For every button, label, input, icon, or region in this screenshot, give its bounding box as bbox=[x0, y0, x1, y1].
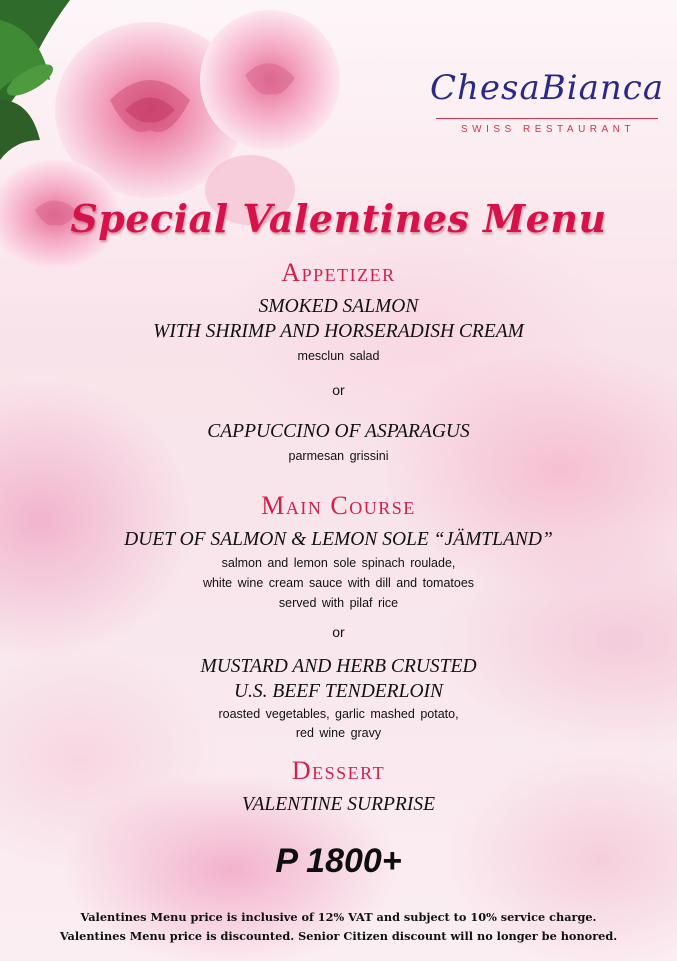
dish-description: white wine cream sauce with dill and tomatoes bbox=[202, 576, 475, 590]
dish-description: red wine gravy bbox=[295, 726, 382, 740]
menu-title: Special Valentines Menu bbox=[70, 196, 607, 241]
dish-description: roasted vegetables, garlic mashed potato, bbox=[218, 707, 459, 721]
dish-name: CAPPUCCINO OF ASPARAGUS bbox=[207, 421, 470, 442]
logo-rule bbox=[436, 118, 658, 119]
dish-name: WITH SHRIMP AND HORSERADISH CREAM bbox=[153, 321, 524, 342]
price: P 1800+ bbox=[275, 842, 402, 880]
or-separator: or bbox=[332, 624, 345, 640]
dish-description: mesclun salad bbox=[297, 349, 380, 363]
section-heading-appetizer: Appetizer bbox=[281, 258, 396, 287]
dish-description: salmon and lemon sole spinach roulade, bbox=[221, 556, 456, 570]
logo-tagline: SWISS RESTAURANT bbox=[460, 124, 636, 135]
dish-name: SMOKED SALMON bbox=[258, 296, 419, 317]
dish-name: MUSTARD AND HERB CRUSTED bbox=[200, 656, 477, 677]
logo-wordmark: ChesaBianca bbox=[430, 68, 665, 108]
section-heading-dessert: Dessert bbox=[291, 756, 386, 785]
section-heading-main-course: Main Course bbox=[261, 491, 416, 520]
dish-description: parmesan grissini bbox=[288, 449, 389, 463]
footer-note: Valentines Menu price is inclusive of 12% VAT and subject to 10% service charge. bbox=[80, 910, 597, 924]
dish-name: VALENTINE SURPRISE bbox=[242, 794, 435, 815]
dish-name: DUET OF SALMON & LEMON SOLE “JÄMTLAND” bbox=[124, 529, 553, 550]
roses-decoration bbox=[0, 0, 340, 300]
footer-note: Valentines Menu price is discounted. Senior Citizen discount will no longer be honored. bbox=[59, 929, 618, 943]
or-separator: or bbox=[332, 382, 345, 398]
dish-name: U.S. BEEF TENDERLOIN bbox=[233, 681, 444, 702]
dish-description: served with pilaf rice bbox=[278, 596, 399, 610]
